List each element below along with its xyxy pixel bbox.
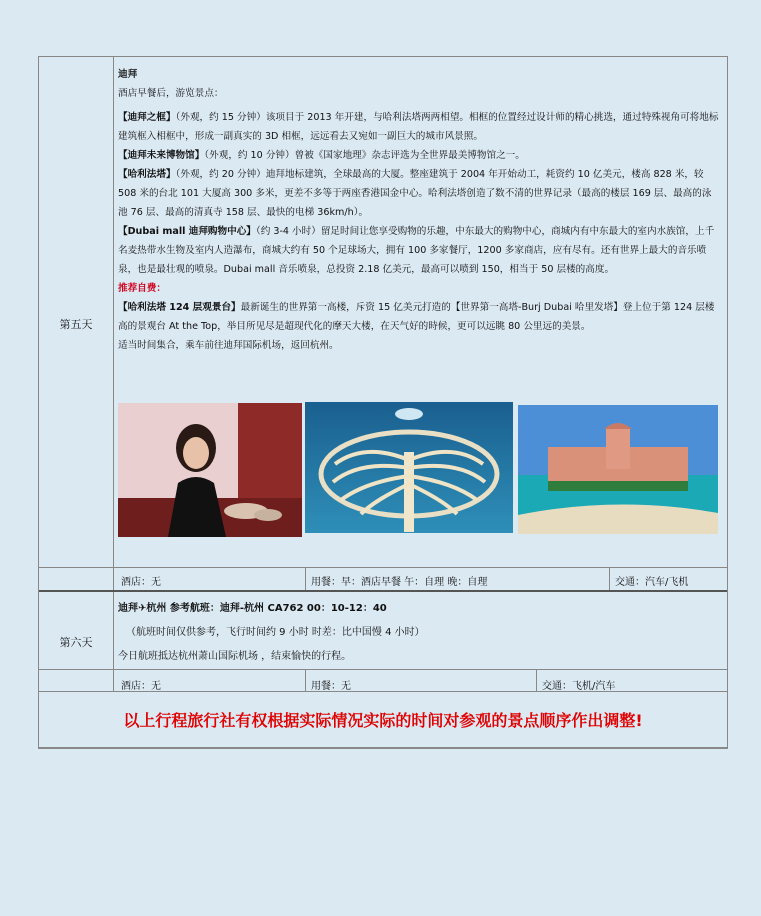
day6-text: 今日航班抵达杭州萧山国际机场 ，结束愉快的行程。 [118, 651, 352, 662]
day6-flight-title: 迪拜✈杭州 参考航班：迪拜-杭州 CA762 00：10-12：40 [118, 603, 387, 614]
palm-island-photo [305, 402, 513, 533]
recommend-item: 【哈利法塔 124 层观景台】最新诞生的世界第一高楼，斥资 15 亿美元打造的【世界第一高塔-Burj Dubai 哈里发塔】登上位于第 124 层楼高的景观台 At the Top，举目所见尽是超现代化的摩天大楼，在天气好的時候，更可以远眺 80 公里远的美景。 [118, 302, 715, 332]
attraction-dubai-mall: 【Dubai mall 迪拜购物中心】（约 3-4 小时）留足时间让您享受购物的乐趣，中东最大的购物中心，商城内有中东最大的室内水族馆，上千名麦热带水生物及室内人造瀑布，商城大约有 50 个足球场大，拥有 100 多家餐厅，1200 多家商店，应有尽有。还有世界上最大的音乐喷泉，也是最壮观的喷泉。Dubai mall 音乐喷泉，总投资 2.18 亿美元，最高可以喷到 150，相当于 50 层楼的高度。 [118, 226, 715, 275]
day6-content [118, 597, 721, 669]
atlantis-hotel-photo [518, 405, 718, 534]
day5-title: 迪拜 [118, 69, 138, 80]
day6-hotel: 酒店：无 [121, 681, 161, 692]
day6-meals: 用餐：无 [311, 681, 351, 692]
day5-intro: 酒店早餐后，游览景点： [118, 88, 224, 99]
day5-label: 第五天 [39, 57, 114, 590]
attraction-museum-future: 【迪拜未来博物馆】（外观，约 10 分钟）曾被《国家地理》杂志评选为全世界最美博物馆之一。 [118, 150, 525, 161]
day6-note: （航班时间仅供参考，飞行时间约 9 小时 时差：比中国慢 4 小时） [126, 627, 425, 638]
day5-closing: 适当时间集合，乘车前往迪拜国际机场，返回杭州。 [118, 340, 339, 351]
wax-figure-photo [118, 403, 302, 537]
day6-transport: 交通：飞机/汽车 [542, 681, 616, 692]
day6-label: 第六天 [39, 592, 114, 691]
adjustment-notice: 以上行程旅行社有权根据实际情况实际的时间对参观的景点顺序作出调整! [123, 710, 643, 730]
day5-transport: 交通：汽车/飞机 [615, 577, 689, 588]
day5-meals: 用餐：早：酒店早餐 午：自理 晚：自理 [311, 577, 488, 588]
recommend-label: 推荐自费： [118, 283, 166, 294]
itinerary-table [38, 56, 728, 749]
day5-content [118, 65, 721, 355]
day5-hotel: 酒店：无 [121, 577, 161, 588]
attraction-dubai-frame: 【迪拜之框】（外观，约 15 分钟）该项目于 2013 年开建，与哈利法塔两两相望。相框的位置经过设计师的精心挑选，通过特殊视角可将地标建筑框入相框中，形成一副真实的 3D 相框，远远看去又宛如一副巨大的城市风景照。 [118, 112, 719, 142]
attraction-burj-khalifa: 【哈利法塔】（外观，约 20 分钟）迪拜地标建筑，全球最高的大厦。整座建筑于 2004 年开始动工，耗资约 10 亿美元，楼高 828 米，较 508 米的台北 101 大厦高 300 多米，更差不多等于两座香港国金中心。哈利法塔创造了数不清的世界记录（最高的楼层 169 层、最高的泳池 76 层、最高的清真寺 158 层、最快的电梯 36km/h）。 [118, 169, 712, 218]
